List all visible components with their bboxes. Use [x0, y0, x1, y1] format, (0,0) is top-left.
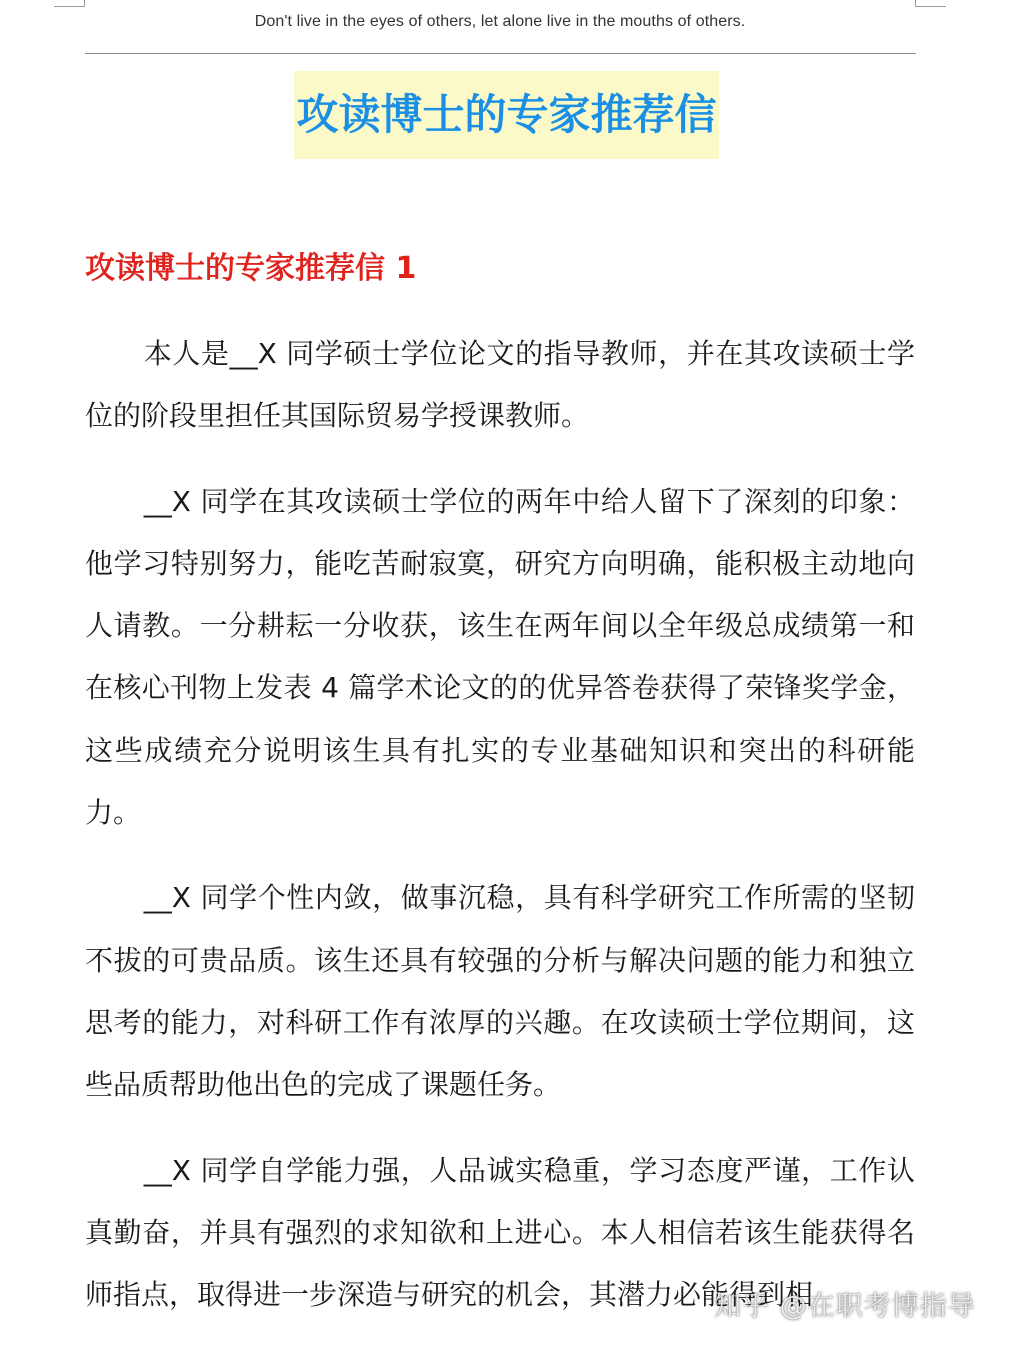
running-header: Don't live in the eyes of others, let alone live in the mouths of others. — [254, 13, 746, 30]
document-title-container — [0, 71, 1013, 159]
document-title: 攻读博士的专家推荐信 — [294, 71, 718, 159]
page-corner-mark-right — [915, 0, 946, 7]
section-heading: 攻读博士的专家推荐信 1 — [85, 251, 417, 286]
page-corner-mark-left — [54, 0, 85, 7]
paragraph-4: __X 同学自学能力强，人品诚实稳重，学习态度严谨，工作认真勤奋，并具有强烈的求知欲和上进心。本人相信若该生能获得名师指点，取得进一步深造与研究的机会，其潜力必能得到相 — [85, 1153, 915, 1312]
paragraph-3: __X 同学个性内敛，做事沉稳，具有科学研究工作所需的坚韧不拔的可贵品质。该生还具有较强的分析与解决问题的能力和独立思考的能力，对科研工作有浓厚的兴趣。在攻读硕士学位期间，这些品质帮助他出色的完成了课题任务。 — [85, 881, 915, 1102]
zhihu-watermark: 知乎 @在职考博指导 — [714, 1291, 976, 1322]
header-divider — [85, 53, 916, 54]
paragraph-1: 本人是__X 同学硕士学位论文的指导教师，并在其攻读硕士学位的阶段里担任其国际贸易学授课教师。 — [85, 337, 915, 433]
paragraph-2: __X 同学在其攻读硕士学位的两年中给人留下了深刻的印象：他学习特别努力，能吃苦耐寂寞，研究方向明确，能积极主动地向人请教。一分耕耘一分收获，该生在两年间以全年级总成绩第一和在核心刊物上发表 4 篇学术论文的的优异答卷获得了荣锋奖学金，这些成绩充分说明该生具有扎实的专业基础知识和突出的科研能力。 — [85, 484, 915, 830]
document-body — [85, 323, 915, 1349]
